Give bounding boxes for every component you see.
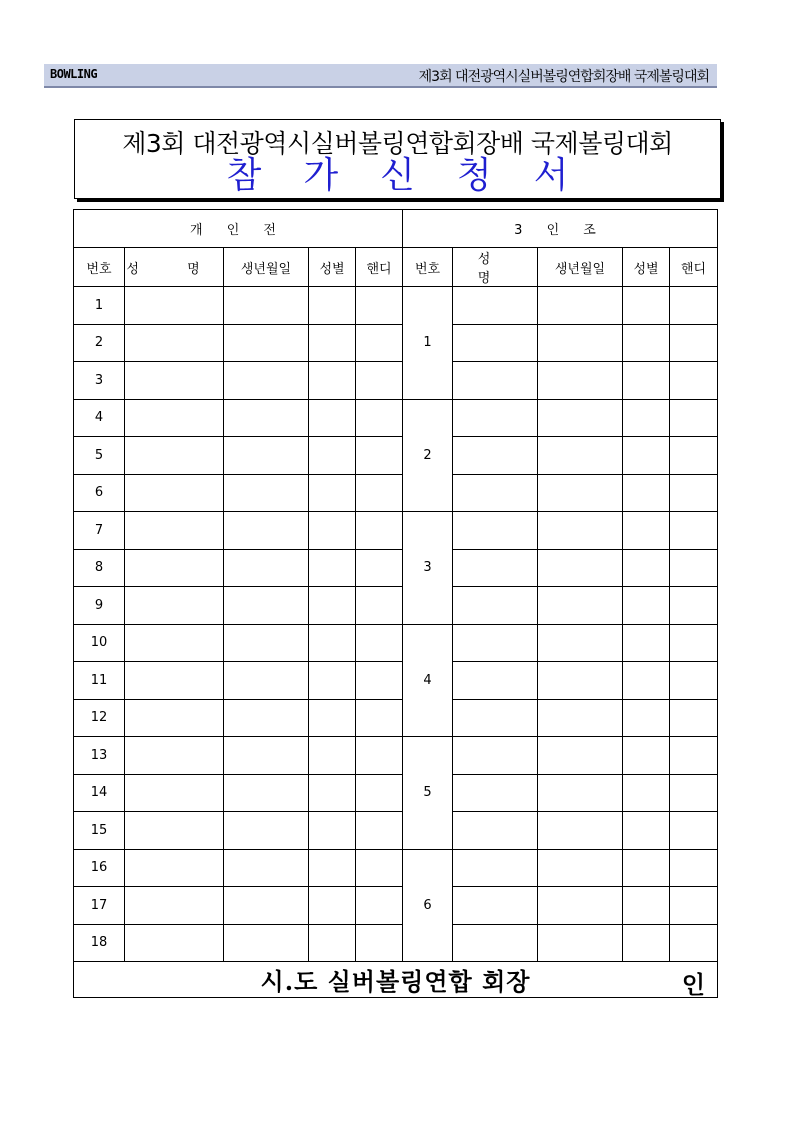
team-name-cell[interactable] [453, 812, 538, 850]
team-name-cell[interactable] [453, 399, 538, 437]
team-gender-cell[interactable] [623, 437, 670, 475]
handicap-cell[interactable] [356, 849, 403, 887]
section-team: 3 인 조 [403, 210, 718, 248]
team-gender-cell[interactable] [623, 624, 670, 662]
team-name-cell[interactable] [453, 437, 538, 475]
gender-cell[interactable] [309, 474, 356, 512]
row-number: 10 [74, 624, 125, 662]
team-number: 5 [403, 737, 453, 850]
team-birth-cell[interactable] [538, 624, 623, 662]
row-number: 7 [74, 512, 125, 550]
team-birth-cell[interactable] [538, 512, 623, 550]
birth-cell[interactable] [224, 362, 309, 400]
team-handicap-cell[interactable] [670, 737, 718, 775]
birth-cell[interactable] [224, 474, 309, 512]
team-birth-cell[interactable] [538, 437, 623, 475]
section-header-row [74, 210, 718, 248]
team-birth-cell[interactable] [538, 924, 623, 962]
handicap-cell[interactable] [356, 662, 403, 700]
team-gender-cell[interactable] [623, 849, 670, 887]
team-birth-cell[interactable] [538, 362, 623, 400]
name-cell[interactable] [125, 549, 224, 587]
birth-cell[interactable] [224, 924, 309, 962]
title-box [74, 119, 721, 199]
team-handicap-cell[interactable] [670, 587, 718, 625]
gender-cell[interactable] [309, 699, 356, 737]
row-number: 8 [74, 549, 125, 587]
header-left-label: BOWLING [50, 67, 98, 81]
birth-cell[interactable] [224, 399, 309, 437]
col-birth: 생년월일 [224, 248, 309, 287]
handicap-cell[interactable] [356, 512, 403, 550]
footer-title: 시.도 실버볼링연합 회장 [260, 967, 531, 996]
handicap-cell[interactable] [356, 774, 403, 812]
handicap-cell[interactable] [356, 549, 403, 587]
birth-cell[interactable] [224, 287, 309, 325]
table-row [74, 737, 718, 775]
application-table [73, 209, 718, 998]
team-handicap-cell[interactable] [670, 624, 718, 662]
header-bar [44, 64, 717, 86]
row-number: 3 [74, 362, 125, 400]
handicap-cell[interactable] [356, 624, 403, 662]
team-handicap-cell[interactable] [670, 512, 718, 550]
gender-cell[interactable] [309, 737, 356, 775]
table-row [74, 699, 718, 737]
gender-cell[interactable] [309, 549, 356, 587]
name-cell[interactable] [125, 849, 224, 887]
team-handicap-cell[interactable] [670, 662, 718, 700]
team-handicap-cell[interactable] [670, 474, 718, 512]
team-gender-cell[interactable] [623, 399, 670, 437]
team-name-cell[interactable] [453, 512, 538, 550]
table-row [74, 437, 718, 475]
team-number: 3 [403, 512, 453, 625]
team-handicap-cell[interactable] [670, 399, 718, 437]
birth-cell[interactable] [224, 624, 309, 662]
team-name-cell[interactable] [453, 549, 538, 587]
birth-cell[interactable] [224, 324, 309, 362]
col-team-handicap: 핸디 [670, 248, 718, 287]
birth-cell[interactable] [224, 437, 309, 475]
team-gender-cell[interactable] [623, 474, 670, 512]
table-row [74, 512, 718, 550]
team-birth-cell[interactable] [538, 774, 623, 812]
row-number: 14 [74, 774, 125, 812]
gender-cell[interactable] [309, 624, 356, 662]
team-name-cell[interactable] [453, 662, 538, 700]
handicap-cell[interactable] [356, 887, 403, 925]
team-birth-cell[interactable] [538, 324, 623, 362]
section-individual: 개 인 전 [74, 210, 403, 248]
name-cell[interactable] [125, 624, 224, 662]
team-gender-cell[interactable] [623, 324, 670, 362]
birth-cell[interactable] [224, 737, 309, 775]
team-number: 4 [403, 624, 453, 737]
gender-cell[interactable] [309, 662, 356, 700]
team-name-cell[interactable] [453, 324, 538, 362]
team-gender-cell[interactable] [623, 362, 670, 400]
team-birth-cell[interactable] [538, 887, 623, 925]
signature-cell [74, 962, 718, 998]
team-name-cell[interactable] [453, 737, 538, 775]
col-team-birth: 생년월일 [538, 248, 623, 287]
name-cell[interactable] [125, 437, 224, 475]
team-gender-cell[interactable] [623, 287, 670, 325]
team-name-cell[interactable] [453, 587, 538, 625]
header-underline [44, 86, 717, 88]
table-row [74, 849, 718, 887]
team-name-cell[interactable] [453, 924, 538, 962]
team-birth-cell[interactable] [538, 699, 623, 737]
birth-cell[interactable] [224, 662, 309, 700]
gender-cell[interactable] [309, 774, 356, 812]
table-row [74, 624, 718, 662]
team-name-cell[interactable] [453, 774, 538, 812]
name-cell[interactable] [125, 287, 224, 325]
team-gender-cell[interactable] [623, 587, 670, 625]
team-gender-cell[interactable] [623, 512, 670, 550]
name-cell[interactable] [125, 474, 224, 512]
column-header-row [74, 248, 718, 287]
team-birth-cell[interactable] [538, 587, 623, 625]
team-handicap-cell[interactable] [670, 924, 718, 962]
handicap-cell[interactable] [356, 474, 403, 512]
birth-cell[interactable] [224, 887, 309, 925]
team-handicap-cell[interactable] [670, 287, 718, 325]
team-name-cell[interactable] [453, 474, 538, 512]
team-handicap-cell[interactable] [670, 812, 718, 850]
team-handicap-cell[interactable] [670, 699, 718, 737]
birth-cell[interactable] [224, 699, 309, 737]
team-gender-cell[interactable] [623, 924, 670, 962]
team-handicap-cell[interactable] [670, 437, 718, 475]
row-number: 9 [74, 587, 125, 625]
table-row [74, 812, 718, 850]
team-gender-cell[interactable] [623, 774, 670, 812]
name-cell[interactable] [125, 662, 224, 700]
col-team-no: 번호 [403, 248, 453, 287]
table-row [74, 924, 718, 962]
team-handicap-cell[interactable] [670, 774, 718, 812]
handicap-cell[interactable] [356, 287, 403, 325]
team-number: 2 [403, 399, 453, 512]
table-row [74, 287, 718, 325]
row-number: 4 [74, 399, 125, 437]
name-cell[interactable] [125, 587, 224, 625]
handicap-cell[interactable] [356, 362, 403, 400]
table-row [74, 549, 718, 587]
gender-cell[interactable] [309, 362, 356, 400]
name-cell[interactable] [125, 887, 224, 925]
team-birth-cell[interactable] [538, 662, 623, 700]
team-gender-cell[interactable] [623, 699, 670, 737]
team-birth-cell[interactable] [538, 549, 623, 587]
handicap-cell[interactable] [356, 737, 403, 775]
handicap-cell[interactable] [356, 812, 403, 850]
footer-row [74, 962, 718, 998]
table-row [74, 362, 718, 400]
team-name-cell[interactable] [453, 287, 538, 325]
team-handicap-cell[interactable] [670, 549, 718, 587]
birth-cell[interactable] [224, 587, 309, 625]
team-gender-cell[interactable] [623, 887, 670, 925]
row-number: 13 [74, 737, 125, 775]
name-cell[interactable] [125, 924, 224, 962]
col-gender: 성별 [309, 248, 356, 287]
name-cell[interactable] [125, 699, 224, 737]
name-cell[interactable] [125, 399, 224, 437]
row-number: 15 [74, 812, 125, 850]
table-row [74, 887, 718, 925]
birth-cell[interactable] [224, 812, 309, 850]
table-row [74, 474, 718, 512]
table-row [74, 399, 718, 437]
birth-cell[interactable] [224, 849, 309, 887]
team-handicap-cell[interactable] [670, 849, 718, 887]
row-number: 16 [74, 849, 125, 887]
handicap-cell[interactable] [356, 399, 403, 437]
team-name-cell[interactable] [453, 887, 538, 925]
name-cell[interactable] [125, 324, 224, 362]
team-gender-cell[interactable] [623, 812, 670, 850]
table-row [74, 324, 718, 362]
team-name-cell[interactable] [453, 624, 538, 662]
row-number: 2 [74, 324, 125, 362]
name-cell[interactable] [125, 362, 224, 400]
form-title: 제3회 대전광역시실버볼링연합회장배 국제볼링대회 [122, 129, 673, 158]
gender-cell[interactable] [309, 324, 356, 362]
gender-cell[interactable] [309, 287, 356, 325]
row-number: 12 [74, 699, 125, 737]
gender-cell[interactable] [309, 849, 356, 887]
team-handicap-cell[interactable] [670, 324, 718, 362]
row-number: 18 [74, 924, 125, 962]
handicap-cell[interactable] [356, 699, 403, 737]
team-gender-cell[interactable] [623, 549, 670, 587]
handicap-cell[interactable] [356, 587, 403, 625]
row-number: 17 [74, 887, 125, 925]
gender-cell[interactable] [309, 812, 356, 850]
gender-cell[interactable] [309, 437, 356, 475]
name-cell[interactable] [125, 512, 224, 550]
team-birth-cell[interactable] [538, 287, 623, 325]
team-number: 6 [403, 849, 453, 962]
team-handicap-cell[interactable] [670, 362, 718, 400]
col-name: 성 명 [125, 248, 224, 287]
birth-cell[interactable] [224, 512, 309, 550]
row-number: 1 [74, 287, 125, 325]
team-name-cell[interactable] [453, 362, 538, 400]
team-gender-cell[interactable] [623, 737, 670, 775]
team-name-cell[interactable] [453, 699, 538, 737]
form-subtitle: 참가신청서 [226, 155, 611, 196]
handicap-cell[interactable] [356, 924, 403, 962]
name-cell[interactable] [125, 774, 224, 812]
team-name-cell[interactable] [453, 849, 538, 887]
team-number: 1 [403, 287, 453, 400]
col-no: 번호 [74, 248, 125, 287]
gender-cell[interactable] [309, 399, 356, 437]
name-cell[interactable] [125, 737, 224, 775]
col-team-name: 성 명 [453, 248, 538, 287]
seal-label: 인 [681, 970, 705, 999]
table-row [74, 587, 718, 625]
col-handicap: 핸디 [356, 248, 403, 287]
table-row [74, 662, 718, 700]
birth-cell[interactable] [224, 549, 309, 587]
header-right-title: 제3회 대전광역시실버볼링연합회장배 국제볼링대회 [418, 69, 709, 85]
team-gender-cell[interactable] [623, 662, 670, 700]
team-birth-cell[interactable] [538, 737, 623, 775]
gender-cell[interactable] [309, 924, 356, 962]
team-birth-cell[interactable] [538, 812, 623, 850]
row-number: 11 [74, 662, 125, 700]
team-birth-cell[interactable] [538, 474, 623, 512]
gender-cell[interactable] [309, 587, 356, 625]
handicap-cell[interactable] [356, 437, 403, 475]
table-row [74, 774, 718, 812]
gender-cell[interactable] [309, 512, 356, 550]
col-team-gender: 성별 [623, 248, 670, 287]
row-number: 6 [74, 474, 125, 512]
row-number: 5 [74, 437, 125, 475]
handicap-cell[interactable] [356, 324, 403, 362]
name-cell[interactable] [125, 812, 224, 850]
team-birth-cell[interactable] [538, 849, 623, 887]
team-birth-cell[interactable] [538, 399, 623, 437]
team-handicap-cell[interactable] [670, 887, 718, 925]
birth-cell[interactable] [224, 774, 309, 812]
gender-cell[interactable] [309, 887, 356, 925]
